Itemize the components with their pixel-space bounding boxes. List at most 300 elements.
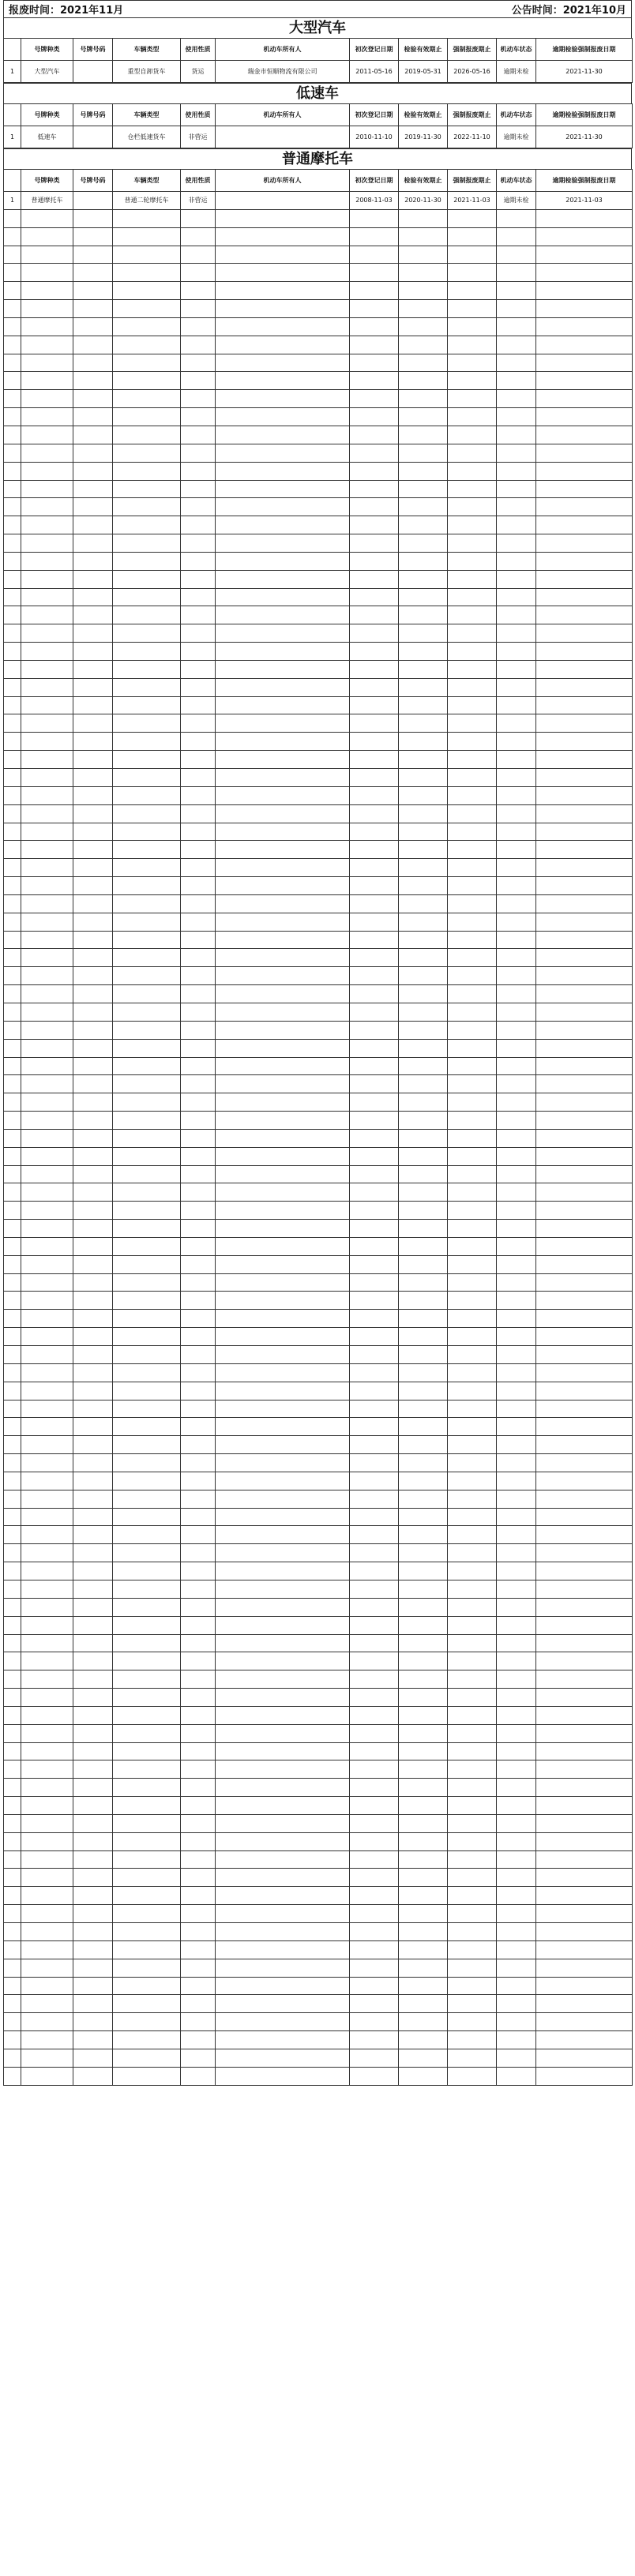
cell-status: [497, 1165, 536, 1183]
cell-index: [4, 552, 21, 570]
col-plate-type: 号牌种类: [21, 39, 73, 61]
cell-plate-type: [21, 1165, 73, 1183]
cell-index: [4, 317, 21, 336]
cell-inspect-until: [399, 516, 448, 534]
cell-scrap-until: [448, 2067, 497, 2085]
cell-vehicle-type: [113, 1832, 181, 1850]
table-row: [4, 1977, 633, 1995]
cell-usage: [181, 1490, 216, 1508]
cell-plate-type: [21, 786, 73, 804]
cell-usage: [181, 1418, 216, 1436]
cell-scrap-until: [448, 1869, 497, 1887]
cell-index: [4, 2049, 21, 2067]
table-row: [4, 246, 633, 264]
cell-plate-no: [73, 949, 113, 967]
cell-overdue-scrap: [536, 462, 633, 480]
cell-overdue-scrap: [536, 336, 633, 354]
cell-usage: [181, 1255, 216, 1273]
cell-first-reg: [350, 769, 399, 787]
cell-index: 1: [4, 192, 21, 210]
cell-scrap-until: [448, 1940, 497, 1959]
cell-plate-no: [73, 390, 113, 408]
table-row: [4, 696, 633, 714]
cell-owner: [216, 317, 350, 336]
cell-vehicle-type: [113, 372, 181, 390]
cell-usage: [181, 967, 216, 985]
cell-status: [497, 733, 536, 751]
cell-plate-type: [21, 588, 73, 606]
cell-inspect-until: [399, 1075, 448, 1093]
cell-overdue-scrap: [536, 2031, 633, 2049]
cell-inspect-until: [399, 1093, 448, 1112]
table-row: [4, 1995, 633, 2013]
cell-usage: [181, 336, 216, 354]
cell-index: [4, 1940, 21, 1959]
cell-status: [497, 804, 536, 823]
cell-overdue-scrap: [536, 1039, 633, 1057]
cell-first-reg: [350, 1382, 399, 1400]
cell-overdue-scrap: [536, 624, 633, 643]
cell-vehicle-type: [113, 1689, 181, 1707]
cell-scrap-until: [448, 1905, 497, 1923]
cell-usage: [181, 1742, 216, 1760]
cell-first-reg: [350, 949, 399, 967]
cell-overdue-scrap: [536, 1472, 633, 1490]
cell-inspect-until: [399, 1112, 448, 1130]
cell-owner: [216, 1652, 350, 1670]
cell-inspect-until: [399, 1797, 448, 1815]
cell-status: [497, 1616, 536, 1634]
cell-plate-type: [21, 624, 73, 643]
cell-first-reg: [350, 913, 399, 931]
cell-plate-type: [21, 282, 73, 300]
table-large-vehicle: [3, 38, 633, 83]
table-row: [4, 678, 633, 696]
cell-first-reg: [350, 1905, 399, 1923]
cell-owner: [216, 1616, 350, 1634]
cell-status: [497, 1544, 536, 1562]
cell-inspect-until: [399, 1616, 448, 1634]
cell-plate-no: [73, 462, 113, 480]
table-row: [4, 841, 633, 859]
cell-scrap-until: [448, 1237, 497, 1255]
cell-inspect-until: [399, 1310, 448, 1328]
cell-index: [4, 1400, 21, 1418]
cell-scrap-until: [448, 516, 497, 534]
cell-overdue-scrap: [536, 2049, 633, 2067]
cell-inspect-until: [399, 534, 448, 553]
cell-inspect-until: [399, 894, 448, 913]
table-row: [4, 1075, 633, 1093]
cell-index: [4, 1526, 21, 1544]
cell-first-reg: [350, 624, 399, 643]
cell-first-reg: [350, 1255, 399, 1273]
cell-usage: [181, 570, 216, 588]
cell-owner: [216, 1959, 350, 1977]
cell-usage: [181, 1526, 216, 1544]
cell-scrap-until: [448, 967, 497, 985]
cell-owner: [216, 949, 350, 967]
cell-scrap-until: [448, 1165, 497, 1183]
cell-overdue-scrap: [536, 769, 633, 787]
cell-plate-type: [21, 1093, 73, 1112]
cell-plate-type: [21, 1995, 73, 2013]
cell-vehicle-type: [113, 1670, 181, 1689]
cell-inspect-until: [399, 660, 448, 678]
cell-owner: [216, 1255, 350, 1273]
table-row: [4, 1797, 633, 1815]
cell-index: [4, 1202, 21, 1220]
cell-index: [4, 1310, 21, 1328]
cell-first-reg: [350, 408, 399, 426]
cell-first-reg: [350, 444, 399, 462]
cell-scrap-until: [448, 498, 497, 516]
cell-owner: [216, 1887, 350, 1905]
cell-owner: [216, 1003, 350, 1021]
cell-plate-no: [73, 1093, 113, 1112]
cell-usage: [181, 2049, 216, 2067]
cell-first-reg: [350, 859, 399, 877]
cell-plate-type: [21, 1075, 73, 1093]
cell-status: [497, 877, 536, 895]
table-row: [4, 1220, 633, 1238]
cell-first-reg: 2011-05-16: [350, 61, 399, 83]
cell-overdue-scrap: [536, 1093, 633, 1112]
cell-usage: [181, 769, 216, 787]
cell-status: [497, 1237, 536, 1255]
cell-inspect-until: [399, 643, 448, 661]
cell-vehicle-type: [113, 1093, 181, 1112]
cell-vehicle-type: [113, 1977, 181, 1995]
cell-usage: [181, 1454, 216, 1472]
cell-inspect-until: [399, 769, 448, 787]
cell-vehicle-type: [113, 1760, 181, 1779]
cell-owner: [216, 1670, 350, 1689]
cell-owner: [216, 1147, 350, 1165]
table-row: [4, 1183, 633, 1202]
cell-index: [4, 408, 21, 426]
cell-inspect-until: [399, 733, 448, 751]
cell-plate-no: [73, 317, 113, 336]
cell-scrap-until: [448, 552, 497, 570]
cell-vehicle-type: [113, 769, 181, 787]
cell-overdue-scrap: [536, 209, 633, 227]
table-row: [4, 1382, 633, 1400]
cell-usage: 非营运: [181, 126, 216, 148]
cell-first-reg: [350, 480, 399, 498]
cell-inspect-until: [399, 2049, 448, 2067]
cell-first-reg: [350, 751, 399, 769]
cell-status: [497, 1814, 536, 1832]
cell-vehicle-type: [113, 714, 181, 733]
cell-owner: [216, 751, 350, 769]
cell-first-reg: [350, 1814, 399, 1832]
cell-first-reg: [350, 570, 399, 588]
cell-status: [497, 1634, 536, 1652]
cell-overdue-scrap: [536, 282, 633, 300]
cell-vehicle-type: [113, 786, 181, 804]
table-row: [4, 643, 633, 661]
table-row: [4, 354, 633, 372]
cell-vehicle-type: [113, 317, 181, 336]
cell-owner: [216, 2031, 350, 2049]
cell-status: [497, 1472, 536, 1490]
cell-index: [4, 751, 21, 769]
cell-plate-no: [73, 61, 113, 83]
cell-owner: [216, 227, 350, 246]
cell-index: [4, 498, 21, 516]
cell-plate-no: [73, 1652, 113, 1670]
cell-first-reg: [350, 1923, 399, 1941]
cell-owner: [216, 1075, 350, 1093]
cell-status: [497, 786, 536, 804]
cell-overdue-scrap: [536, 1490, 633, 1508]
cell-status: [497, 894, 536, 913]
cell-usage: [181, 1832, 216, 1850]
table-row: [4, 1580, 633, 1598]
cell-scrap-until: [448, 1039, 497, 1057]
cell-first-reg: [350, 1075, 399, 1093]
cell-inspect-until: [399, 1346, 448, 1364]
cell-scrap-until: [448, 804, 497, 823]
cell-inspect-until: [399, 227, 448, 246]
cell-scrap-until: [448, 624, 497, 643]
table-row: [4, 126, 633, 148]
cell-plate-type: [21, 967, 73, 985]
cell-index: [4, 1057, 21, 1075]
cell-status: [497, 1526, 536, 1544]
cell-usage: [181, 1724, 216, 1742]
cell-overdue-scrap: [536, 804, 633, 823]
cell-vehicle-type: [113, 1706, 181, 1724]
cell-scrap-until: [448, 1075, 497, 1093]
cell-inspect-until: [399, 859, 448, 877]
cell-inspect-until: [399, 1814, 448, 1832]
cell-inspect-until: [399, 462, 448, 480]
cell-scrap-until: [448, 660, 497, 678]
cell-usage: 非营运: [181, 192, 216, 210]
cell-status: [497, 1400, 536, 1418]
cell-scrap-until: [448, 1363, 497, 1382]
cell-overdue-scrap: [536, 1436, 633, 1454]
cell-plate-type: [21, 480, 73, 498]
cell-owner: [216, 1544, 350, 1562]
cell-plate-type: [21, 1779, 73, 1797]
cell-usage: [181, 804, 216, 823]
cell-overdue-scrap: [536, 859, 633, 877]
cell-overdue-scrap: [536, 1003, 633, 1021]
cell-scrap-until: [448, 1652, 497, 1670]
cell-plate-no: [73, 1887, 113, 1905]
cell-first-reg: [350, 877, 399, 895]
cell-scrap-until: [448, 1183, 497, 1202]
table-row: [4, 264, 633, 282]
cell-status: [497, 1905, 536, 1923]
cell-first-reg: [350, 678, 399, 696]
cell-owner: [216, 264, 350, 282]
cell-plate-type: [21, 1905, 73, 1923]
cell-owner: [216, 2067, 350, 2085]
cell-plate-no: [73, 1147, 113, 1165]
cell-scrap-until: [448, 1779, 497, 1797]
cell-owner: [216, 1436, 350, 1454]
cell-plate-type: [21, 1526, 73, 1544]
cell-overdue-scrap: [536, 354, 633, 372]
cell-plate-type: [21, 498, 73, 516]
cell-inspect-until: [399, 354, 448, 372]
cell-status: [497, 498, 536, 516]
cell-status: [497, 823, 536, 841]
cell-status: [497, 1183, 536, 1202]
cell-plate-type: [21, 1237, 73, 1255]
cell-scrap-until: [448, 1454, 497, 1472]
cell-inspect-until: [399, 786, 448, 804]
cell-index: [4, 985, 21, 1003]
cell-plate-no: [73, 192, 113, 210]
cell-overdue-scrap: [536, 1526, 633, 1544]
table-row: [4, 1003, 633, 1021]
table-row: [4, 1508, 633, 1526]
cell-scrap-until: [448, 913, 497, 931]
cell-plate-type: [21, 714, 73, 733]
cell-vehicle-type: [113, 588, 181, 606]
cell-index: [4, 678, 21, 696]
cell-index: [4, 1220, 21, 1238]
cell-usage: [181, 1075, 216, 1093]
cell-vehicle-type: [113, 841, 181, 859]
cell-overdue-scrap: [536, 1652, 633, 1670]
cell-index: [4, 390, 21, 408]
cell-vehicle-type: [113, 1129, 181, 1147]
cell-plate-no: [73, 1310, 113, 1328]
cell-overdue-scrap: [536, 1400, 633, 1418]
cell-inspect-until: [399, 1940, 448, 1959]
cell-vehicle-type: [113, 624, 181, 643]
cell-status: [497, 1869, 536, 1887]
table-row: [4, 877, 633, 895]
cell-index: [4, 1706, 21, 1724]
cell-scrap-until: [448, 480, 497, 498]
cell-owner: [216, 841, 350, 859]
cell-plate-no: [73, 1814, 113, 1832]
cell-vehicle-type: [113, 1255, 181, 1273]
cell-usage: [181, 1508, 216, 1526]
cell-index: [4, 1003, 21, 1021]
cell-overdue-scrap: [536, 1616, 633, 1634]
cell-plate-no: [73, 1616, 113, 1634]
col-index: [4, 104, 21, 126]
table-row: [4, 1940, 633, 1959]
cell-first-reg: [350, 1724, 399, 1742]
cell-plate-type: [21, 1724, 73, 1742]
cell-first-reg: [350, 1183, 399, 1202]
cell-first-reg: [350, 1544, 399, 1562]
cell-plate-no: [73, 894, 113, 913]
cell-first-reg: [350, 1634, 399, 1652]
cell-overdue-scrap: [536, 1454, 633, 1472]
cell-index: [4, 1923, 21, 1941]
table-row: [4, 1526, 633, 1544]
cell-plate-no: [73, 1346, 113, 1364]
cell-owner: [216, 1093, 350, 1112]
cell-first-reg: [350, 246, 399, 264]
cell-owner: [216, 1562, 350, 1580]
cell-vehicle-type: [113, 894, 181, 913]
cell-scrap-until: [448, 1923, 497, 1941]
table-row: [4, 336, 633, 354]
cell-owner: [216, 408, 350, 426]
cell-owner: [216, 643, 350, 661]
cell-status: [497, 462, 536, 480]
cell-plate-no: [73, 714, 113, 733]
cell-plate-no: [73, 1959, 113, 1977]
cell-usage: [181, 1869, 216, 1887]
cell-first-reg: [350, 804, 399, 823]
table-header-row: [4, 104, 633, 126]
cell-first-reg: [350, 1418, 399, 1436]
cell-scrap-until: [448, 1760, 497, 1779]
cell-index: [4, 1544, 21, 1562]
cell-plate-no: [73, 354, 113, 372]
cell-index: [4, 1382, 21, 1400]
table-row: [4, 1310, 633, 1328]
cell-inspect-until: [399, 480, 448, 498]
cell-overdue-scrap: [536, 1995, 633, 2013]
cell-plate-no: [73, 2013, 113, 2031]
cell-status: [497, 1003, 536, 1021]
cell-overdue-scrap: [536, 1075, 633, 1093]
cell-vehicle-type: [113, 804, 181, 823]
col-vehicle-type: 车辆类型: [113, 170, 181, 192]
cell-owner: [216, 985, 350, 1003]
cell-scrap-until: [448, 588, 497, 606]
cell-scrap-until: [448, 1724, 497, 1742]
cell-index: [4, 336, 21, 354]
cell-status: [497, 390, 536, 408]
cell-vehicle-type: [113, 408, 181, 426]
cell-vehicle-type: [113, 336, 181, 354]
cell-scrap-until: [448, 1292, 497, 1310]
cell-first-reg: [350, 1940, 399, 1959]
cell-status: [497, 1779, 536, 1797]
cell-inspect-until: [399, 1021, 448, 1039]
cell-owner: [216, 336, 350, 354]
cell-overdue-scrap: [536, 733, 633, 751]
cell-plate-no: [73, 1850, 113, 1869]
cell-inspect-until: [399, 1202, 448, 1220]
cell-owner: [216, 606, 350, 624]
cell-overdue-scrap: [536, 1850, 633, 1869]
cell-usage: [181, 1400, 216, 1418]
cell-overdue-scrap: [536, 841, 633, 859]
cell-index: [4, 300, 21, 318]
cell-inspect-until: [399, 1273, 448, 1292]
cell-scrap-until: [448, 1346, 497, 1364]
cell-inspect-until: [399, 1742, 448, 1760]
cell-plate-no: [73, 1923, 113, 1941]
cell-status: [497, 282, 536, 300]
cell-status: [497, 1021, 536, 1039]
cell-usage: [181, 1220, 216, 1238]
cell-plate-no: [73, 480, 113, 498]
cell-first-reg: [350, 1580, 399, 1598]
cell-index: [4, 588, 21, 606]
cell-plate-type: [21, 1850, 73, 1869]
cell-first-reg: [350, 1490, 399, 1508]
cell-index: [4, 894, 21, 913]
cell-owner: [216, 733, 350, 751]
table-row: [4, 714, 633, 733]
